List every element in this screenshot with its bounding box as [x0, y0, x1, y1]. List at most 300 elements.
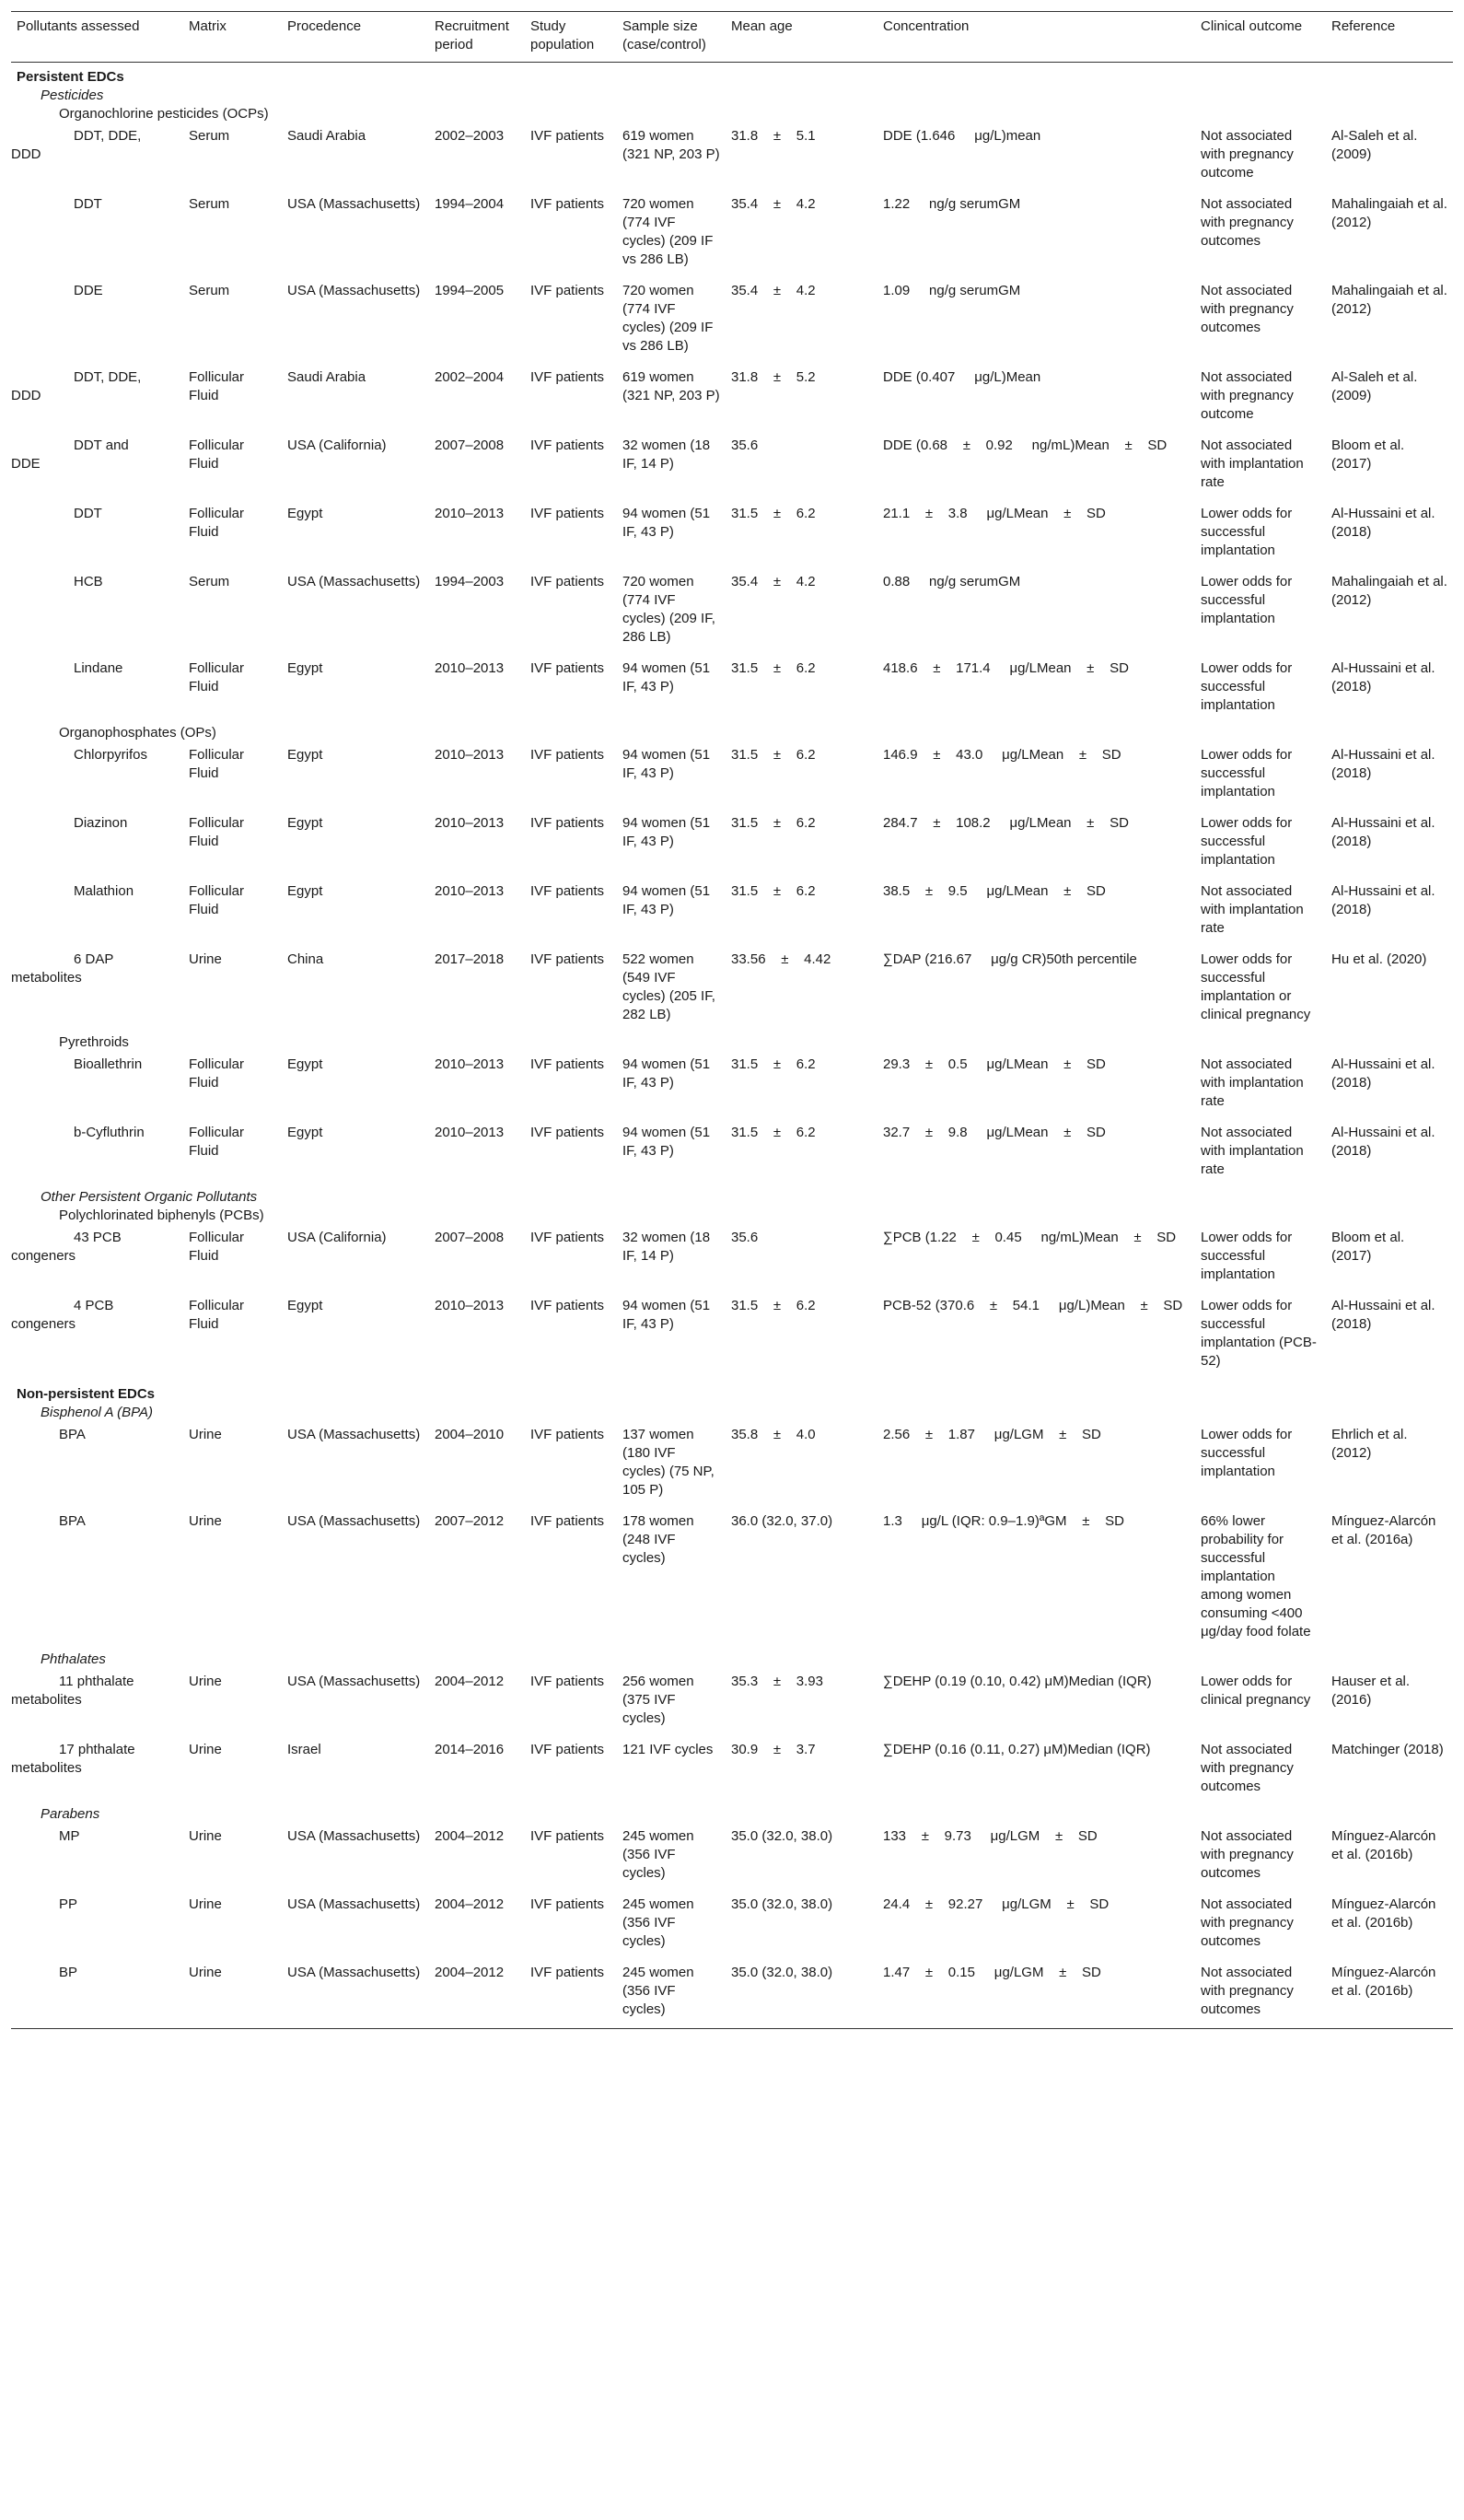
- concentration-cell: 24.4 ± 92.27 μg/LGM ± SD: [883, 1896, 1110, 1912]
- subsection-heading-row: [11, 1404, 1453, 1422]
- table-row: [11, 1737, 1453, 1805]
- population-cell: IVF patients: [530, 506, 605, 521]
- pollutant-cell: Lindane: [74, 660, 123, 676]
- mean-age-cell: 31.5 ± 6.2: [731, 1298, 816, 1313]
- mean-age-cell: 35.6: [731, 438, 759, 453]
- outcome-cell: Lower odds for successful implantation or clinical pregnancy: [1201, 951, 1311, 1022]
- outcome-cell: Not associated with pregnancy outcomes: [1201, 196, 1294, 249]
- mean-age-cell: 35.0 (32.0, 38.0): [731, 1965, 833, 1980]
- group-heading: Organochlorine pesticides (OCPs): [59, 106, 269, 122]
- header-pollutants: Pollutants assessed: [17, 18, 140, 34]
- reference-cell: Mahalingaiah et al. (2012): [1331, 196, 1447, 230]
- table-row: [11, 1892, 1453, 1960]
- reference-cell: Al-Hussaini et al. (2018): [1331, 506, 1435, 540]
- outcome-cell: Lower odds for successful implantation (PCB-52): [1201, 1298, 1317, 1369]
- sample-size-cell: 94 women (51 IF, 43 P): [622, 1125, 711, 1159]
- procedence-cell: USA (Massachusetts): [287, 1896, 421, 1912]
- pollutant-cell: PP: [59, 1896, 78, 1912]
- reference-cell: Al-Hussaini et al. (2018): [1331, 660, 1435, 694]
- mean-age-cell: 31.8 ± 5.2: [731, 369, 816, 385]
- pollutant-cell: DDE: [74, 283, 103, 298]
- header-sample-size: Sample size (case/control): [622, 18, 706, 52]
- pollutant-cell: [11, 433, 183, 501]
- table-row: [11, 879, 1453, 947]
- pollutant-cell: Chlorpyrifos: [74, 747, 148, 763]
- sample-size-cell: 256 women (375 IVF cycles): [622, 1674, 694, 1726]
- recruitment-cell: 2004–2010: [435, 1427, 505, 1442]
- group-heading-row: [11, 1033, 1453, 1052]
- reference-cell: Bloom et al. (2017): [1331, 438, 1405, 472]
- pollutant-cell: BP: [59, 1965, 78, 1980]
- population-cell: IVF patients: [530, 1230, 605, 1245]
- group-heading-row: [11, 105, 1453, 123]
- reference-cell: Mínguez-Alarcón et al. (2016b): [1331, 1896, 1436, 1931]
- sample-size-cell: 178 women (248 IVF cycles): [622, 1513, 694, 1566]
- mean-age-cell: 31.5 ± 6.2: [731, 1125, 816, 1140]
- reference-cell: Al-Saleh et al. (2009): [1331, 128, 1418, 162]
- concentration-cell: 0.88 ng/g serumGM: [883, 574, 1021, 589]
- mean-age-cell: 33.56 ± 4.42: [731, 951, 831, 967]
- concentration-cell: DDE (0.68 ± 0.92 ng/mL)Mean ± SD: [883, 438, 1168, 453]
- pollutant-cell: HCB: [74, 574, 103, 589]
- recruitment-cell: 2010–2013: [435, 815, 505, 831]
- sample-size-cell: 720 women (774 IVF cycles) (209 IF, 286 LB): [622, 574, 715, 645]
- header-recruitment: Recruitment period: [435, 18, 509, 52]
- sample-size-cell: 619 women (321 NP, 203 P): [622, 128, 720, 162]
- subsection-heading: Bisphenol A (BPA): [41, 1405, 153, 1420]
- pollutant-name-continued: metabolites: [11, 970, 82, 986]
- matrix-cell: Serum: [189, 574, 230, 589]
- outcome-cell: Lower odds for successful implantation: [1201, 506, 1293, 558]
- subsection-heading-row: [11, 1188, 1453, 1207]
- procedence-cell: Saudi Arabia: [287, 369, 366, 385]
- pollutant-name-continued: DDD: [11, 146, 41, 162]
- procedence-cell: USA (Massachusetts): [287, 283, 421, 298]
- sample-size-cell: 32 women (18 IF, 14 P): [622, 1230, 711, 1264]
- pollutant-cell: Bioallethrin: [74, 1056, 143, 1072]
- pollutant-cell: BPA: [59, 1513, 86, 1529]
- sample-size-cell: 245 women (356 IVF cycles): [622, 1965, 694, 2017]
- pollutant-name-continued: DDD: [11, 388, 41, 403]
- pollutant-cell: [11, 947, 183, 1033]
- table-row: [11, 278, 1453, 365]
- concentration-cell: 1.47 ± 0.15 μg/LGM ± SD: [883, 1965, 1101, 1980]
- procedence-cell: Egypt: [287, 1298, 323, 1313]
- reference-cell: Al-Saleh et al. (2009): [1331, 369, 1418, 403]
- pollutant-cell: b-Cyfluthrin: [74, 1125, 145, 1140]
- outcome-cell: Not associated with pregnancy outcome: [1201, 369, 1294, 422]
- reference-cell: Al-Hussaini et al. (2018): [1331, 747, 1435, 781]
- table-row: [11, 811, 1453, 879]
- reference-cell: Mínguez-Alarcón et al. (2016b): [1331, 1828, 1436, 1862]
- pollutant-name: 43 PCB: [74, 1230, 122, 1245]
- sample-size-cell: 720 women (774 IVF cycles) (209 IF vs 286 LB): [622, 283, 714, 354]
- section-heading-row: [11, 1380, 1453, 1404]
- matrix-cell: Urine: [189, 1965, 222, 1980]
- reference-cell: Mínguez-Alarcón et al. (2016a): [1331, 1513, 1436, 1547]
- procedence-cell: Saudi Arabia: [287, 128, 366, 144]
- sample-size-cell: 137 women (180 IVF cycles) (75 NP, 105 P): [622, 1427, 715, 1498]
- sample-size-cell: 94 women (51 IF, 43 P): [622, 1056, 711, 1091]
- table-row: [11, 1225, 1453, 1293]
- table-row: [11, 1509, 1453, 1651]
- population-cell: IVF patients: [530, 951, 605, 967]
- mean-age-cell: 35.0 (32.0, 38.0): [731, 1828, 833, 1844]
- population-cell: IVF patients: [530, 747, 605, 763]
- concentration-cell: 284.7 ± 108.2 μg/LMean ± SD: [883, 815, 1129, 831]
- matrix-cell: Follicular Fluid: [189, 815, 245, 849]
- recruitment-cell: 2010–2013: [435, 1298, 505, 1313]
- pollutant-name: DDT, DDE,: [74, 369, 142, 385]
- mean-age-cell: 35.8 ± 4.0: [731, 1427, 816, 1442]
- table-row: [11, 1422, 1453, 1509]
- pollutant-cell: [11, 1737, 183, 1805]
- concentration-cell: 133 ± 9.73 μg/LGM ± SD: [883, 1828, 1098, 1844]
- recruitment-cell: 2002–2004: [435, 369, 505, 385]
- pollutant-name-continued: congeners: [11, 1316, 76, 1332]
- population-cell: IVF patients: [530, 196, 605, 212]
- mean-age-cell: 31.8 ± 5.1: [731, 128, 816, 144]
- procedence-cell: USA (Massachusetts): [287, 1427, 421, 1442]
- concentration-cell: 1.22 ng/g serumGM: [883, 196, 1021, 212]
- mean-age-cell: 35.4 ± 4.2: [731, 283, 816, 298]
- matrix-cell: Follicular Fluid: [189, 1125, 245, 1159]
- recruitment-cell: 2004–2012: [435, 1965, 505, 1980]
- concentration-cell: 2.56 ± 1.87 μg/LGM ± SD: [883, 1427, 1101, 1442]
- matrix-cell: Follicular Fluid: [189, 438, 245, 472]
- pollutant-cell: [11, 1225, 183, 1293]
- sample-size-cell: 522 women (549 IVF cycles) (205 IF, 282 LB): [622, 951, 715, 1022]
- concentration-cell: ∑PCB (1.22 ± 0.45 ng/mL)Mean ± SD: [883, 1230, 1177, 1245]
- table-row: [11, 1824, 1453, 1892]
- subsection-heading: Other Persistent Organic Pollutants: [41, 1189, 258, 1205]
- reference-cell: Mahalingaiah et al. (2012): [1331, 574, 1447, 608]
- outcome-cell: Lower odds for successful implantation: [1201, 660, 1293, 713]
- sample-size-cell: 94 women (51 IF, 43 P): [622, 815, 711, 849]
- recruitment-cell: 2007–2008: [435, 1230, 505, 1245]
- concentration-cell: DDE (1.646 μg/L)mean: [883, 128, 1041, 144]
- reference-cell: Hu et al. (2020): [1331, 951, 1427, 967]
- outcome-cell: Not associated with pregnancy outcomes: [1201, 1742, 1294, 1794]
- table-row: [11, 501, 1453, 569]
- procedence-cell: USA (Massachusetts): [287, 1513, 421, 1529]
- mean-age-cell: 31.5 ± 6.2: [731, 506, 816, 521]
- matrix-cell: Urine: [189, 951, 222, 967]
- recruitment-cell: 2010–2013: [435, 883, 505, 899]
- population-cell: IVF patients: [530, 1828, 605, 1844]
- table-header-row: [11, 12, 1453, 63]
- table-row: [11, 123, 1453, 192]
- table-row: [11, 1669, 1453, 1737]
- pollutant-cell: [11, 1293, 183, 1380]
- matrix-cell: Urine: [189, 1674, 222, 1689]
- reference-cell: Al-Hussaini et al. (2018): [1331, 1056, 1435, 1091]
- outcome-cell: Not associated with pregnancy outcomes: [1201, 283, 1294, 335]
- concentration-cell: ∑DEHP (0.19 (0.10, 0.42) μM)Median (IQR): [883, 1674, 1152, 1689]
- mean-age-cell: 36.0 (32.0, 37.0): [731, 1513, 833, 1529]
- sample-size-cell: 94 women (51 IF, 43 P): [622, 1298, 711, 1332]
- matrix-cell: Urine: [189, 1828, 222, 1844]
- recruitment-cell: 2010–2013: [435, 1125, 505, 1140]
- sample-size-cell: 619 women (321 NP, 203 P): [622, 369, 720, 403]
- reference-cell: Al-Hussaini et al. (2018): [1331, 1125, 1435, 1159]
- sample-size-cell: 32 women (18 IF, 14 P): [622, 438, 711, 472]
- population-cell: IVF patients: [530, 1056, 605, 1072]
- section-heading: Persistent EDCs: [17, 69, 124, 85]
- outcome-cell: Lower odds for successful implantation: [1201, 1230, 1293, 1282]
- procedence-cell: USA (Massachusetts): [287, 1965, 421, 1980]
- procedence-cell: Israel: [287, 1742, 321, 1757]
- procedence-cell: Egypt: [287, 883, 323, 899]
- mean-age-cell: 30.9 ± 3.7: [731, 1742, 816, 1757]
- table-row: [11, 1293, 1453, 1380]
- sample-size-cell: 94 women (51 IF, 43 P): [622, 883, 711, 917]
- concentration-cell: DDE (0.407 μg/L)Mean: [883, 369, 1041, 385]
- concentration-cell: 146.9 ± 43.0 μg/LMean ± SD: [883, 747, 1121, 763]
- matrix-cell: Urine: [189, 1896, 222, 1912]
- recruitment-cell: 2010–2013: [435, 1056, 505, 1072]
- population-cell: IVF patients: [530, 369, 605, 385]
- matrix-cell: Follicular Fluid: [189, 883, 245, 917]
- subsection-heading-row: [11, 1651, 1453, 1669]
- population-cell: IVF patients: [530, 883, 605, 899]
- group-heading: Pyrethroids: [59, 1034, 129, 1050]
- table-body: [11, 63, 1453, 2029]
- mean-age-cell: 35.3 ± 3.93: [731, 1674, 823, 1689]
- concentration-cell: 21.1 ± 3.8 μg/LMean ± SD: [883, 506, 1106, 521]
- concentration-cell: 1.3 μg/L (IQR: 0.9–1.9)ªGM ± SD: [883, 1513, 1124, 1529]
- matrix-cell: Follicular Fluid: [189, 1056, 245, 1091]
- matrix-cell: Follicular Fluid: [189, 747, 245, 781]
- matrix-cell: Follicular Fluid: [189, 369, 245, 403]
- outcome-cell: Not associated with pregnancy outcome: [1201, 128, 1294, 181]
- pollutant-cell: Malathion: [74, 883, 134, 899]
- edc-ivf-outcomes-table: [11, 11, 1453, 2029]
- table-row: [11, 192, 1453, 278]
- mean-age-cell: 31.5 ± 6.2: [731, 660, 816, 676]
- header-population: Study population: [530, 18, 595, 52]
- table-row: [11, 569, 1453, 656]
- population-cell: IVF patients: [530, 1896, 605, 1912]
- table-row: [11, 433, 1453, 501]
- edc-table-container: [11, 11, 1453, 2029]
- matrix-cell: Urine: [189, 1742, 222, 1757]
- matrix-cell: Serum: [189, 128, 230, 144]
- concentration-cell: 1.09 ng/g serumGM: [883, 283, 1021, 298]
- population-cell: IVF patients: [530, 1298, 605, 1313]
- mean-age-cell: 35.4 ± 4.2: [731, 574, 816, 589]
- reference-cell: Mínguez-Alarcón et al. (2016b): [1331, 1965, 1436, 1999]
- table-row: [11, 1960, 1453, 2029]
- procedence-cell: Egypt: [287, 506, 323, 521]
- group-heading-row: [11, 724, 1453, 742]
- recruitment-cell: 1994–2004: [435, 196, 505, 212]
- mean-age-cell: 31.5 ± 6.2: [731, 815, 816, 831]
- population-cell: IVF patients: [530, 438, 605, 453]
- subsection-heading-row: [11, 87, 1453, 105]
- procedence-cell: Egypt: [287, 1056, 323, 1072]
- reference-cell: Hauser et al. (2016): [1331, 1674, 1411, 1708]
- pollutant-name-continued: metabolites: [11, 1692, 82, 1708]
- concentration-cell: 38.5 ± 9.5 μg/LMean ± SD: [883, 883, 1106, 899]
- group-heading-row: [11, 1207, 1453, 1225]
- recruitment-cell: 2004–2012: [435, 1674, 505, 1689]
- reference-cell: Matchinger (2018): [1331, 1742, 1444, 1757]
- reference-cell: Al-Hussaini et al. (2018): [1331, 1298, 1435, 1332]
- concentration-cell: 32.7 ± 9.8 μg/LMean ± SD: [883, 1125, 1106, 1140]
- pollutant-cell: DDT: [74, 506, 102, 521]
- recruitment-cell: 2002–2003: [435, 128, 505, 144]
- population-cell: IVF patients: [530, 1965, 605, 1980]
- recruitment-cell: 2014–2016: [435, 1742, 505, 1757]
- outcome-cell: Not associated with pregnancy outcomes: [1201, 1896, 1294, 1949]
- subsection-heading: Phthalates: [41, 1651, 106, 1667]
- matrix-cell: Serum: [189, 283, 230, 298]
- concentration-cell: ∑DEHP (0.16 (0.11, 0.27) μM)Median (IQR): [883, 1742, 1151, 1757]
- header-mean-age: Mean age: [731, 18, 793, 34]
- procedence-cell: China: [287, 951, 324, 967]
- procedence-cell: Egypt: [287, 815, 323, 831]
- reference-cell: Bloom et al. (2017): [1331, 1230, 1405, 1264]
- outcome-cell: Lower odds for successful implantation: [1201, 747, 1293, 799]
- pollutant-name: 6 DAP: [74, 951, 114, 967]
- outcome-cell: Lower odds for successful implantation: [1201, 574, 1293, 626]
- pollutant-name-continued: metabolites: [11, 1760, 82, 1776]
- recruitment-cell: 2017–2018: [435, 951, 505, 967]
- procedence-cell: Egypt: [287, 747, 323, 763]
- concentration-cell: ∑DAP (216.67 μg/g CR)50th percentile: [883, 951, 1137, 967]
- sample-size-cell: 94 women (51 IF, 43 P): [622, 747, 711, 781]
- reference-cell: Mahalingaiah et al. (2012): [1331, 283, 1447, 317]
- sample-size-cell: 720 women (774 IVF cycles) (209 IF vs 286 LB): [622, 196, 714, 267]
- matrix-cell: Follicular Fluid: [189, 1298, 245, 1332]
- section-heading: Non-persistent EDCs: [17, 1386, 156, 1402]
- outcome-cell: Lower odds for clinical pregnancy: [1201, 1674, 1311, 1708]
- reference-cell: Ehrlich et al. (2012): [1331, 1427, 1408, 1461]
- population-cell: IVF patients: [530, 128, 605, 144]
- mean-age-cell: 35.0 (32.0, 38.0): [731, 1896, 833, 1912]
- recruitment-cell: 2010–2013: [435, 660, 505, 676]
- population-cell: IVF patients: [530, 660, 605, 676]
- subsection-heading: Parabens: [41, 1806, 100, 1822]
- outcome-cell: 66% lower probability for successful implantation among women consuming <400 μg/day food folate: [1201, 1513, 1311, 1639]
- header-concentration: Concentration: [883, 18, 970, 34]
- group-heading: Organophosphates (OPs): [59, 725, 216, 741]
- header-reference: Reference: [1331, 18, 1396, 34]
- table-row: [11, 1120, 1453, 1188]
- header-matrix: Matrix: [189, 18, 227, 34]
- pollutant-name: 11 phthalate: [59, 1674, 134, 1689]
- outcome-cell: Not associated with implantation rate: [1201, 1125, 1304, 1177]
- outcome-cell: Not associated with pregnancy outcomes: [1201, 1828, 1294, 1881]
- procedence-cell: USA (Massachusetts): [287, 1828, 421, 1844]
- sample-size-cell: 245 women (356 IVF cycles): [622, 1828, 694, 1881]
- matrix-cell: Serum: [189, 196, 230, 212]
- population-cell: IVF patients: [530, 815, 605, 831]
- header-procedence: Procedence: [287, 18, 362, 34]
- pollutant-cell: BPA: [59, 1427, 86, 1442]
- recruitment-cell: 1994–2003: [435, 574, 505, 589]
- mean-age-cell: 31.5 ± 6.2: [731, 747, 816, 763]
- sample-size-cell: 94 women (51 IF, 43 P): [622, 660, 711, 694]
- matrix-cell: Follicular Fluid: [189, 506, 245, 540]
- population-cell: IVF patients: [530, 1125, 605, 1140]
- population-cell: IVF patients: [530, 1513, 605, 1529]
- reference-cell: Al-Hussaini et al. (2018): [1331, 883, 1435, 917]
- table-row: [11, 365, 1453, 433]
- recruitment-cell: 2007–2012: [435, 1513, 505, 1529]
- sample-size-cell: 94 women (51 IF, 43 P): [622, 506, 711, 540]
- sample-size-cell: 245 women (356 IVF cycles): [622, 1896, 694, 1949]
- procedence-cell: USA (Massachusetts): [287, 1674, 421, 1689]
- population-cell: IVF patients: [530, 1674, 605, 1689]
- mean-age-cell: 31.5 ± 6.2: [731, 1056, 816, 1072]
- matrix-cell: Urine: [189, 1427, 222, 1442]
- concentration-cell: 418.6 ± 171.4 μg/LMean ± SD: [883, 660, 1129, 676]
- subsection-heading-row: [11, 1805, 1453, 1824]
- table-row: [11, 1052, 1453, 1120]
- matrix-cell: Follicular Fluid: [189, 660, 245, 694]
- outcome-cell: Not associated with implantation rate: [1201, 438, 1304, 490]
- mean-age-cell: 35.6: [731, 1230, 759, 1245]
- outcome-cell: Lower odds for successful implantation: [1201, 1427, 1293, 1479]
- pollutant-cell: Diazinon: [74, 815, 128, 831]
- procedence-cell: Egypt: [287, 1125, 323, 1140]
- pollutant-name-continued: congeners: [11, 1248, 76, 1264]
- outcome-cell: Not associated with implantation rate: [1201, 883, 1304, 936]
- pollutant-name: DDT, DDE,: [74, 128, 142, 144]
- pollutant-name-continued: DDE: [11, 456, 41, 472]
- recruitment-cell: 2004–2012: [435, 1828, 505, 1844]
- procedence-cell: USA (Massachusetts): [287, 574, 421, 589]
- pollutant-name: 17 phthalate: [59, 1742, 135, 1757]
- mean-age-cell: 35.4 ± 4.2: [731, 196, 816, 212]
- table-row: [11, 742, 1453, 811]
- recruitment-cell: 2010–2013: [435, 506, 505, 521]
- procedence-cell: USA (California): [287, 438, 387, 453]
- population-cell: IVF patients: [530, 1742, 605, 1757]
- section-heading-row: [11, 63, 1453, 88]
- population-cell: IVF patients: [530, 574, 605, 589]
- concentration-cell: 29.3 ± 0.5 μg/LMean ± SD: [883, 1056, 1106, 1072]
- table-row: [11, 656, 1453, 724]
- group-heading: Polychlorinated biphenyls (PCBs): [59, 1208, 264, 1223]
- recruitment-cell: 1994–2005: [435, 283, 505, 298]
- procedence-cell: USA (Massachusetts): [287, 196, 421, 212]
- pollutant-cell: DDT: [74, 196, 102, 212]
- table-row: [11, 947, 1453, 1033]
- outcome-cell: Lower odds for successful implantation: [1201, 815, 1293, 868]
- pollutant-cell: [11, 123, 183, 192]
- outcome-cell: Not associated with implantation rate: [1201, 1056, 1304, 1109]
- recruitment-cell: 2004–2012: [435, 1896, 505, 1912]
- mean-age-cell: 31.5 ± 6.2: [731, 883, 816, 899]
- procedence-cell: Egypt: [287, 660, 323, 676]
- pollutant-name: 4 PCB: [74, 1298, 114, 1313]
- outcome-cell: Not associated with pregnancy outcomes: [1201, 1965, 1294, 2017]
- sample-size-cell: 121 IVF cycles: [622, 1742, 714, 1757]
- procedence-cell: USA (California): [287, 1230, 387, 1245]
- matrix-cell: Urine: [189, 1513, 222, 1529]
- recruitment-cell: 2007–2008: [435, 438, 505, 453]
- subsection-heading: Pesticides: [41, 88, 104, 103]
- concentration-cell: PCB-52 (370.6 ± 54.1 μg/L)Mean ± SD: [883, 1298, 1183, 1313]
- header-clinical-outcome: Clinical outcome: [1201, 18, 1303, 34]
- pollutant-cell: MP: [59, 1828, 80, 1844]
- population-cell: IVF patients: [530, 283, 605, 298]
- reference-cell: Al-Hussaini et al. (2018): [1331, 815, 1435, 849]
- population-cell: IVF patients: [530, 1427, 605, 1442]
